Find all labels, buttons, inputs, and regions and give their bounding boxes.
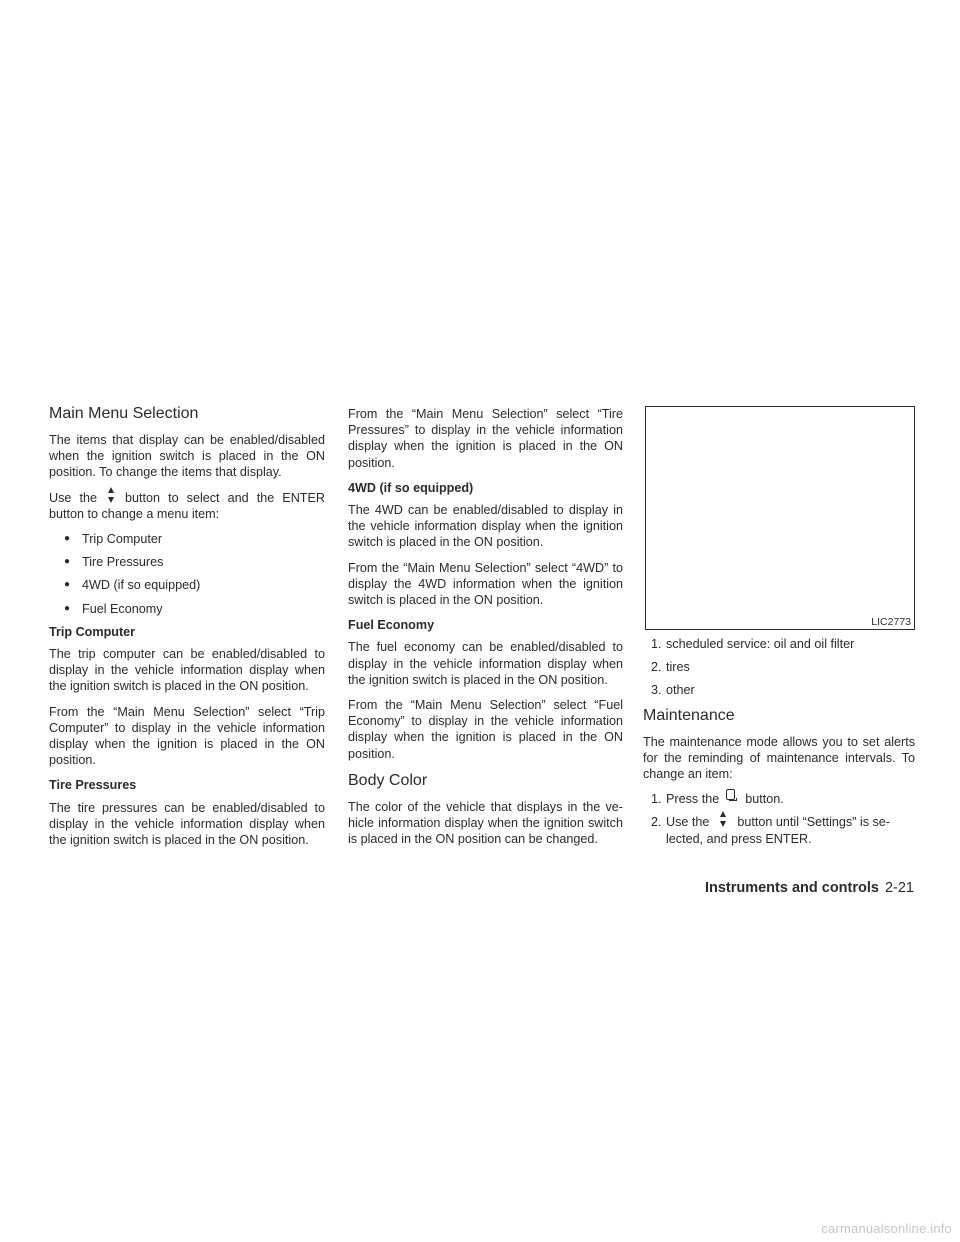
subheading-tire-pressures: Tire Pressures xyxy=(49,778,137,793)
fwd-paragraph-1: The 4WD can be enabled/disabled to display in the vehicle information display when the ignition switch is placed in the ON position. xyxy=(348,503,623,550)
trip-paragraph-1: The trip computer can be enabled/disabled to display in the vehicle information display when the ignition switch is placed in the ON position. xyxy=(49,647,325,694)
column-middle xyxy=(348,406,623,856)
intro-paragraph: The items that display can be enabled/disabled when the ignition switch is placed in the ON position. To change the items that display. xyxy=(49,433,325,480)
section-heading-body-color: Body Color xyxy=(348,771,428,789)
list-item: 2. tires xyxy=(651,660,690,675)
page-number: 2-21 xyxy=(884,880,914,896)
figure-code: LIC2773 xyxy=(871,616,911,628)
up-down-arrow-icon xyxy=(97,490,125,506)
list-item: 3. other xyxy=(651,683,695,698)
section-heading-maintenance: Maintenance xyxy=(643,706,735,724)
page-footer xyxy=(705,880,914,896)
maintenance-steps xyxy=(643,791,915,847)
fwd-paragraph-2: From the “Main Menu Selection” select “4WD” to display the 4WD information when the ignition switch is placed in the ON position. xyxy=(348,560,623,608)
subheading-fuel-economy: Fuel Economy xyxy=(348,618,435,633)
step-item: 2. Use the button until “Settings” is se- lected, and press ENTER. xyxy=(651,815,891,846)
use-button-paragraph: Use the button to select and the ENTER button to change a menu item: xyxy=(49,490,325,521)
step-item: 1. Press the button. xyxy=(651,792,784,807)
body-color-paragraph: The color of the vehicle that displays in the ve- hicle information display when the ignition switch is placed in the ON position can be changed. xyxy=(348,799,623,847)
tire-paragraph-1: The tire pressures can be enabled/disabled to display in the vehicle information display when the ignition switch is placed in the ON position. xyxy=(49,800,325,848)
list-item: ● Fuel Economy xyxy=(64,601,325,617)
section-heading-main-menu: Main Menu Selection xyxy=(49,405,199,422)
column-right xyxy=(643,636,915,854)
tire-paragraph-2: From the “Main Menu Selection” select “Tire Pressures” to display in the vehicle information display when the ignition is placed in the ON position. xyxy=(348,407,623,470)
fuel-paragraph-2: From the “Main Menu Selection” select “Fuel Economy” to display in the vehicle information display when the ignition is placed in the ON position. xyxy=(348,698,623,761)
list-item: 1. scheduled service: oil and oil filter xyxy=(651,637,855,651)
watermark: carmanualsonline.info xyxy=(821,1221,952,1236)
maintenance-item-list xyxy=(643,636,915,699)
illustration-figure xyxy=(645,406,915,630)
list-item: ● Tire Pressures xyxy=(64,554,325,570)
column-left xyxy=(49,400,325,857)
subheading-trip-computer: Trip Computer xyxy=(49,624,136,639)
fuel-paragraph-1: The fuel economy can be enabled/disabled to display in the vehicle information display when the ignition switch is placed in the ON position. xyxy=(348,640,623,687)
up-down-arrow-icon xyxy=(709,814,737,830)
list-item: ● Trip Computer xyxy=(64,531,325,547)
trip-paragraph-2: From the “Main Menu Selection” select “Trip Computer” to display in the vehicle information display when the ignition is placed in the ON position. xyxy=(49,704,325,768)
subheading-4wd: 4WD (if so equipped) xyxy=(348,480,474,495)
footer-section-title: Instruments and controls xyxy=(704,880,879,896)
menu-button-icon xyxy=(719,792,745,806)
menu-item-list xyxy=(49,531,325,617)
list-item: ● 4WD (if so equipped) xyxy=(64,577,325,593)
maintenance-paragraph: The maintenance mode allows you to set alerts for the reminding of maintenance intervals. To change an item: xyxy=(643,734,915,782)
